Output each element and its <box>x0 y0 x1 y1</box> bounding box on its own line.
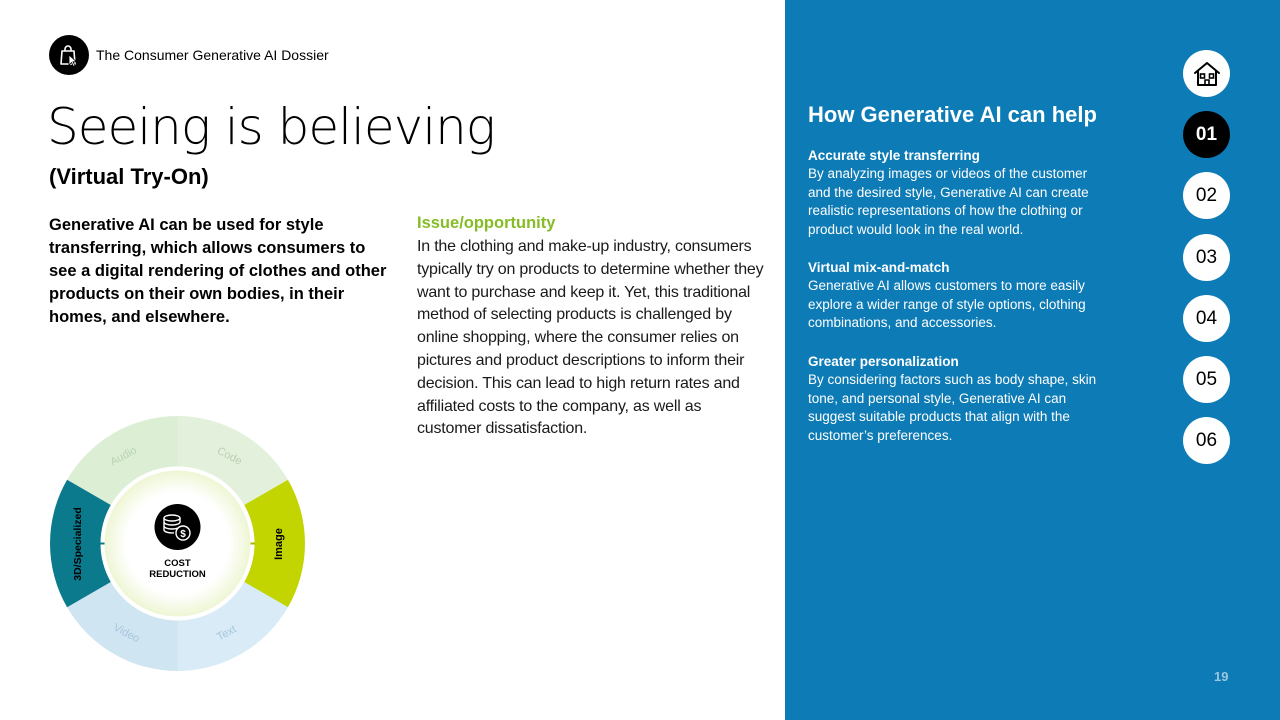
intro-text: Generative AI can be used for style transferring, which allows consumers to see a digital rendering of clothes and other products on their own bodies, in their homes, and elsewhere. <box>49 216 387 326</box>
center-label-line1: COST <box>164 558 191 569</box>
benefit-text: By analyzing images or videos of the customer and the desired style, Generative AI can create realistic representations of how the clothing or product would look in the real world. <box>808 166 1089 238</box>
segment-label-text: Text <box>214 623 239 644</box>
benefit-title: Greater personalization <box>808 354 959 369</box>
page-number: 19 <box>1214 669 1229 684</box>
nav-section-02[interactable]: 02 <box>1183 172 1230 219</box>
help-panel <box>785 0 1280 720</box>
benefit-style-transfer <box>808 146 1108 240</box>
segment-label-specialized: 3D/Specialized <box>72 507 84 581</box>
issue-body: In the clothing and make-up industry, consumers typically try on products to determine whether they want to purchase and keep it. Yet, this traditional method of selecting products is challenged by online shopping, where the consumer relies on pictures and product descriptions to inform their decision. This can lead to high return rates and affiliated costs to the company, as well as customer dissatisfaction. <box>417 238 764 438</box>
nav-section-03[interactable]: 03 <box>1183 234 1230 281</box>
page-subtitle: (Virtual Try-On) <box>49 164 209 189</box>
nav-section-06[interactable]: 06 <box>1183 417 1230 464</box>
benefit-text: Generative AI allows customers to more easily explore a wider range of style options, clothing combinations, and accessories. <box>808 278 1086 331</box>
benefit-personalization <box>808 352 1108 446</box>
segment-label-image: Image <box>273 528 285 560</box>
coins-dollar-icon <box>155 504 201 550</box>
segment-label-video: Video <box>111 621 142 646</box>
nav-section-05[interactable]: 05 <box>1183 356 1230 403</box>
benefit-title: Accurate style transferring <box>808 148 980 163</box>
modality-wheel <box>48 414 308 674</box>
report-title: The Consumer Generative AI Dossier <box>96 47 329 63</box>
page-title: Seeing is believing <box>47 98 495 156</box>
segment-label-audio: Audio <box>108 444 139 469</box>
benefit-mix-and-match <box>808 258 1108 333</box>
shopping-bag-cursor-icon <box>49 35 89 75</box>
issue-heading: Issue/opportunity <box>417 214 556 232</box>
help-heading: How Generative AI can help <box>808 102 1097 127</box>
benefit-title: Virtual mix-and-match <box>808 260 950 275</box>
home-icon <box>1192 59 1222 89</box>
nav-section-04[interactable]: 04 <box>1183 295 1230 342</box>
center-label-line2: REDUCTION <box>149 569 206 580</box>
segment-label-code: Code <box>214 444 244 468</box>
header-brand <box>49 35 329 75</box>
nav-section-01[interactable]: 01 <box>1183 111 1230 158</box>
benefit-text: By considering factors such as body shape, skin tone, and personal style, Generative AI can suggest suitable products that align with the customer’s preferences. <box>808 372 1097 444</box>
svg-text:$: $ <box>180 529 186 540</box>
nav-home-button[interactable] <box>1183 50 1230 97</box>
